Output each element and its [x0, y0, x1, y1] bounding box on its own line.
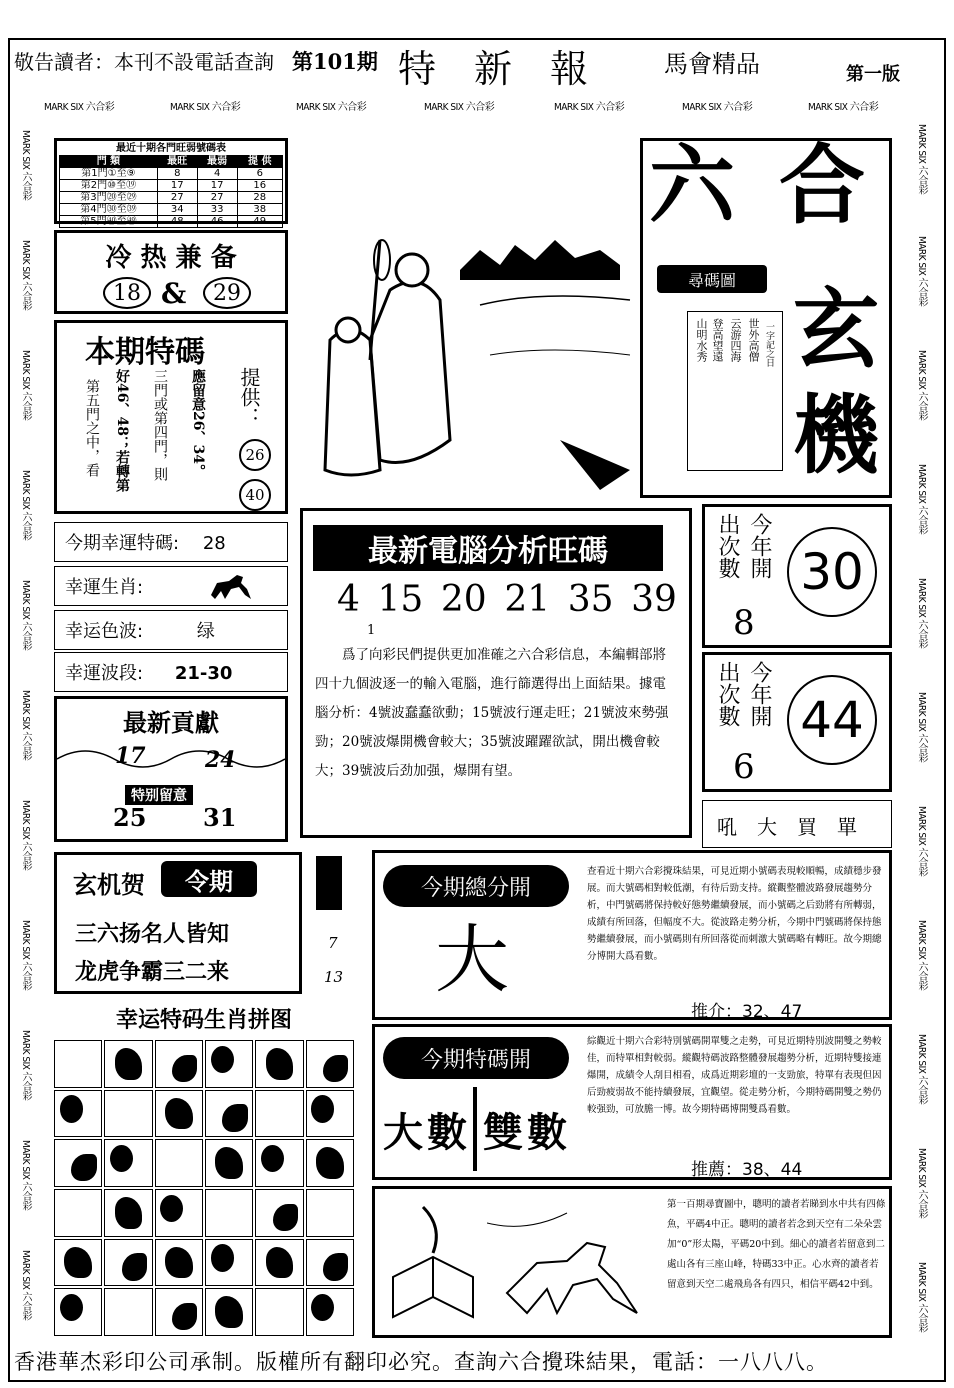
big-title-box	[640, 135, 892, 498]
table-cell: 第1門①至⑨	[60, 168, 158, 180]
big-small-text: 查看近十期六合彩攪珠結果，可見近期小號碼表現較順暢，成績穩步發展。而大號碼相對較低潮，有待后勁支持。縱觀整體波路發展趨勢分析，中門號碼將保持較好態勢繼續發展，而小號碼之后勁將有所轉弱，成績有所回落，但幅度不大。從波路走勢分析，今期中門號碼將保持態勢繼續發展，而小號碼則有所回落從而刺激大號碼略有轉旺。故今期總分博開大爲看數。	[587, 866, 882, 962]
table-row	[60, 180, 283, 192]
analysis-title: 最新電腦分析旺碼	[313, 525, 663, 571]
watermark-right-6: MARK SIX 六合彩	[916, 692, 927, 763]
analysis-numbers	[337, 579, 677, 620]
table-cell: 4	[197, 168, 237, 180]
result-divider	[473, 1087, 477, 1171]
puzzle-tile	[54, 1189, 102, 1237]
watermark-left-2: MARK SIX 六合彩	[20, 240, 31, 311]
provide-label: 提供：	[237, 367, 261, 427]
puzzle-tile	[255, 1239, 303, 1287]
puzzle-tile	[255, 1139, 303, 1187]
lucky-color-value: 绿	[196, 621, 215, 642]
appear-box-1	[702, 504, 892, 648]
puzzle-tile	[255, 1040, 303, 1088]
puzzle-tile	[104, 1090, 152, 1138]
analysis-number: 39	[631, 579, 677, 620]
lucky-number-value: 28	[202, 533, 226, 554]
scholar-illustration	[300, 140, 640, 500]
appear-1-col-a: 出次數	[715, 513, 740, 579]
watermark-left-7: MARK SIX 六合彩	[20, 800, 31, 871]
watermark-left-6: MARK SIX 六合彩	[20, 690, 31, 761]
table-cell: 第4門㉚至㊴	[60, 204, 158, 216]
big-small-box	[372, 850, 892, 1020]
puzzle-tile	[54, 1288, 102, 1336]
contribution-box	[54, 696, 288, 842]
puzzle-tile	[306, 1239, 354, 1287]
xuanji-title-a: 玄机贺	[73, 870, 145, 899]
watermark-left-1: MARK SIX 六合彩	[20, 130, 31, 201]
ampersand: &	[161, 277, 187, 310]
puzzle-tile	[54, 1040, 102, 1088]
appear-1-number: 30	[787, 527, 877, 617]
appear-1-count: 8	[733, 603, 755, 643]
analysis-box	[300, 508, 692, 838]
puzzle-box	[54, 1000, 354, 1346]
watermark-right-5: MARK SIX 六合彩	[916, 578, 927, 649]
poem-head: 一字記之日	[764, 322, 774, 367]
table-cell: 27	[197, 192, 237, 204]
table-cell: 第2門⑩至⑲	[60, 180, 158, 192]
issue-number: 第101期	[292, 49, 378, 74]
provide-number-2: 40	[239, 479, 271, 511]
table-row	[60, 192, 283, 204]
watermark-left-10: MARK SIX 六合彩	[20, 1140, 31, 1211]
watermark-top-1: MARK SIX 六合彩	[44, 102, 115, 113]
watermark-top-4: MARK SIX 六合彩	[424, 102, 495, 113]
table-cell: 6	[237, 168, 282, 180]
watermark-right-4: MARK SIX 六合彩	[916, 464, 927, 535]
appear-box-2	[702, 652, 892, 792]
big-small-recommend: 推介：32、47	[691, 1002, 803, 1022]
puzzle-tile	[306, 1040, 354, 1088]
watermark-right-3: MARK SIX 六合彩	[916, 350, 927, 421]
puzzle-tile	[205, 1090, 253, 1138]
watermark-right-1: MARK SIX 六合彩	[916, 124, 927, 195]
lucky-range-value: 21-30	[174, 663, 233, 684]
table-cell: 48	[157, 216, 197, 228]
poem-col-4: 山明水秀	[695, 318, 708, 362]
edition-label: 第一版	[846, 64, 900, 85]
watermark-left-11: MARK SIX 六合彩	[20, 1250, 31, 1321]
odd-even-title: 今期特碼開	[383, 1037, 569, 1079]
lucky-range-row	[54, 652, 288, 692]
special-col-4: 應留意26、34。	[190, 369, 206, 478]
watermark-right-9: MARK SIX 六合彩	[916, 1034, 927, 1105]
watermark-top-3: MARK SIX 六合彩	[296, 102, 367, 113]
appear-1-col-b: 今年開	[747, 513, 772, 579]
analysis-number: 21	[504, 579, 551, 620]
appear-2-col-b: 今年開	[747, 661, 772, 727]
watermark-left-5: MARK SIX 六合彩	[20, 580, 31, 651]
provide-number-1: 26	[239, 439, 271, 471]
watermark-top-5: MARK SIX 六合彩	[554, 102, 625, 113]
appear-2-number: 44	[787, 675, 877, 765]
hot-cold-table-box	[54, 138, 288, 227]
watermark-top-2: MARK SIX 六合彩	[170, 102, 241, 113]
puzzle-tile	[205, 1288, 253, 1336]
hot-cold-title: 冷 热 兼 备	[105, 243, 237, 273]
odd-even-result-2: 雙數	[483, 1109, 571, 1156]
puzzle-tile	[155, 1139, 203, 1187]
special-col-1: 第五門之中，看	[84, 379, 100, 477]
watermark-right-10: MARK SIX 六合彩	[916, 1148, 927, 1219]
hot-number: 18	[103, 277, 151, 309]
contribution-number-1: 17	[115, 743, 146, 769]
watermark-right-8: MARK SIX 六合彩	[916, 920, 927, 991]
big-title-char-4: 機	[793, 385, 879, 486]
table-cell: 33	[197, 204, 237, 216]
watermark-right-2: MARK SIX 六合彩	[916, 236, 927, 307]
riddle-text: 第一百期尋寶圖中，聰明的讀者若睇到水中共有四條魚，平碼4中正。聰明的讀者若念到天空有二朵朵雲加“0”形太陽，平碼20中到。細心的讀者若留意到二處山各有三座山峰，特碼33中正。心水齊的讀者若留意到天空二處飛鳥各有四只，相信平碼42中到。	[667, 1199, 886, 1290]
analysis-number: 15	[377, 579, 424, 620]
cold-number: 29	[203, 277, 251, 309]
contribution-number-2: 24	[205, 747, 236, 773]
puzzle-tile	[54, 1090, 102, 1138]
analysis-number: 20	[440, 579, 487, 620]
watermark-left-3: MARK SIX 六合彩	[20, 350, 31, 421]
puzzle-tile	[104, 1189, 152, 1237]
special-col-2: 好46、48；若轉第	[114, 369, 130, 492]
watermark-right-7: MARK SIX 六合彩	[916, 806, 927, 877]
puzzle-tile	[54, 1139, 102, 1187]
puzzle-tile	[205, 1139, 253, 1187]
lucky-number-label: 今期幸運特碼:	[65, 533, 180, 554]
lucky-zodiac-row	[54, 566, 288, 606]
table-row	[60, 168, 283, 180]
poem-col-2: 云游四海	[729, 318, 742, 362]
lucky-range-label: 幸運波段:	[65, 663, 144, 684]
side-number-2: 13	[324, 968, 344, 986]
contribution-title: 最新貢獻	[123, 708, 219, 737]
table-header: 門 類	[60, 156, 158, 168]
puzzle-tile	[155, 1090, 203, 1138]
hot-cold-box	[54, 230, 288, 314]
lucky-color-label: 幸运色波:	[65, 621, 144, 642]
table-cell: 8	[157, 168, 197, 180]
big-small-result: 大	[435, 917, 509, 1003]
table-row	[60, 204, 283, 216]
puzzle-tile	[306, 1288, 354, 1336]
puzzle-tile	[104, 1040, 152, 1088]
puzzle-tile	[306, 1090, 354, 1138]
puzzle-tile	[104, 1288, 152, 1336]
puzzle-tile	[104, 1139, 152, 1187]
puzzle-tile	[306, 1189, 354, 1237]
puzzle-tile	[255, 1189, 303, 1237]
watermark-top-6: MARK SIX 六合彩	[682, 102, 753, 113]
poem-col-1: 世外高僧	[747, 318, 760, 362]
analysis-number: 4	[337, 579, 360, 620]
odd-even-recommend: 推薦：38、44	[691, 1160, 803, 1180]
poem-scroll	[687, 311, 783, 471]
table-cell: 46	[197, 216, 237, 228]
table-cell: 49	[237, 216, 282, 228]
big-title-char-3: 玄	[793, 279, 879, 380]
xuanji-line-2: 龙虎争霸三二来	[75, 959, 230, 985]
watermark-right-11: MARK SIX 六合彩	[916, 1262, 927, 1333]
side-decoration	[316, 856, 342, 910]
watermark-left-8: MARK SIX 六合彩	[20, 920, 31, 991]
table-cell: 第5門㊵至㊾	[60, 216, 158, 228]
book-illustration	[383, 1197, 483, 1327]
footer-text: 香港華杰彩印公司承制。版權所有翻印必究。查詢六合攪珠結果，電話：一八八八。	[14, 1350, 828, 1374]
special-code-title: 本期特碼	[85, 335, 205, 370]
notice-text: 敬告讀者：本刊不設電話查詢	[14, 50, 274, 74]
puzzle-tile	[54, 1239, 102, 1287]
puzzle-tile	[205, 1189, 253, 1237]
table-cell: 34	[157, 204, 197, 216]
table-header: 最弱	[197, 156, 237, 168]
puzzle-tile	[155, 1239, 203, 1287]
side-number-1: 7	[328, 934, 338, 952]
appear-2-count: 6	[733, 747, 755, 787]
puzzle-tile	[205, 1239, 253, 1287]
special-code-box	[54, 320, 288, 514]
riddle-box	[372, 1186, 892, 1338]
puzzle-tile	[306, 1139, 354, 1187]
table-cell: 第3門⑳至㉙	[60, 192, 158, 204]
contribution-number-3: 25	[113, 803, 147, 832]
newspaper-subtitle: 馬會精品	[664, 50, 760, 78]
hot-cold-table-title: 最近十期各門旺弱號碼表	[116, 143, 226, 154]
poem-col-3: 登高望遠	[711, 318, 724, 362]
odd-even-text: 綜觀近十期六合彩特別號碼開單雙之走勢，可見近期特別波開雙之勢較佳，而特單相對較弱。縱觀特碼波路整體發展趨勢分析，近期特雙接連爆開，成績令人刮目相看，成爲近期彩壇的一支勁旅，特單有表現但因后勁疲弱故不能持續發展，宜觀望。從走勢分析，今期特碼開雙之勢仍較强勁，可放膽一博。故今期特碼博開雙爲看數。	[587, 1036, 882, 1115]
table-cell: 38	[237, 204, 282, 216]
odd-even-result-1: 大數	[383, 1109, 471, 1156]
xuanji-title-b: 令期	[161, 861, 257, 897]
table-row	[60, 216, 283, 228]
table-header: 最旺	[157, 156, 197, 168]
watermark-top-7: MARK SIX 六合彩	[808, 102, 879, 113]
analysis-number: 35	[567, 579, 614, 620]
big-title-char-2: 合	[779, 135, 865, 236]
puzzle-grid	[54, 1040, 354, 1336]
puzzle-tile	[155, 1040, 203, 1088]
lucky-color-row	[54, 610, 288, 650]
puzzle-title: 幸运特码生肖拼图	[115, 1007, 292, 1033]
watermark-left-4: MARK SIX 六合彩	[20, 470, 31, 541]
puzzle-tile	[155, 1189, 203, 1237]
puzzle-tile	[205, 1040, 253, 1088]
treasure-map-banner: 尋碼圖	[657, 265, 767, 293]
newspaper-title: 特 新 報	[398, 47, 589, 91]
hot-cold-table	[59, 155, 283, 228]
odd-even-box	[372, 1024, 892, 1180]
table-cell: 17	[157, 180, 197, 192]
horse-icon	[205, 571, 255, 601]
appear-2-col-a: 出次數	[715, 661, 740, 727]
big-small-title: 今期總分開	[383, 865, 569, 907]
contribution-number-4: 31	[203, 803, 237, 832]
puzzle-tile	[255, 1090, 303, 1138]
table-cell: 16	[237, 180, 282, 192]
table-header: 提 供	[237, 156, 282, 168]
xuanji-box	[54, 852, 302, 994]
analysis-text: 爲了向彩民們提供更加准確之六合彩信息，本編輯部將四十九個波逐一的輸入電腦，進行篩選得出上面結果。據電腦分析：4號波蠢蠢欲動；15號波行運走旺；21號波來勢强勁；20號波爆開機會較大；35號波躍躍欲試，開出機會較大；39號波后劲加强，爆開有望。	[315, 647, 669, 779]
wave-decoration	[57, 739, 285, 779]
table-cell: 17	[197, 180, 237, 192]
shout-label: 吼 大 買 單	[702, 800, 892, 848]
puzzle-tile	[255, 1288, 303, 1336]
analysis-sub: 1	[367, 623, 376, 638]
watermark-left-9: MARK SIX 六合彩	[20, 1030, 31, 1101]
table-cell: 27	[157, 192, 197, 204]
puzzle-tile	[155, 1288, 203, 1336]
horse-painting	[487, 1203, 657, 1327]
xuanji-line-1: 三六扬名人皆知	[75, 921, 230, 947]
contribution-note: 特别留意	[125, 785, 193, 805]
big-title-char-1: 六	[649, 135, 735, 236]
lucky-zodiac-label: 幸運生肖:	[65, 577, 144, 598]
special-col-3: 三門或第四門，則	[152, 369, 168, 481]
table-cell: 28	[237, 192, 282, 204]
lucky-number-row	[54, 522, 288, 562]
puzzle-tile	[104, 1239, 152, 1287]
